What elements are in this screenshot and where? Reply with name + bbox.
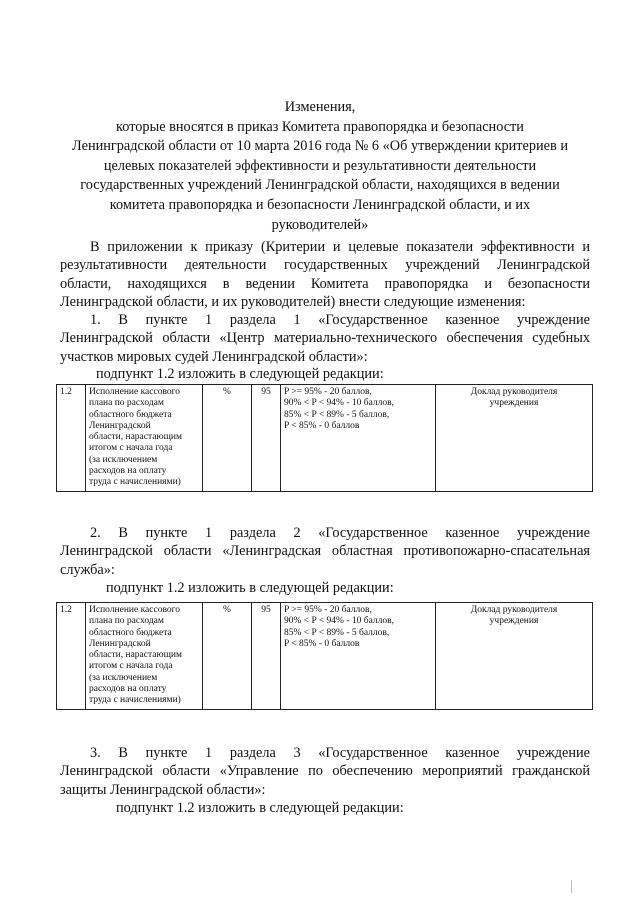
section-line: 3. В пункте 1 раздела 3 «Государственное казенное учреждение [90, 745, 590, 761]
section-line: Ленинградской области «Управление по обеспечению мероприятий гражданской [60, 763, 590, 780]
section-2-paragraph [60, 524, 590, 579]
section-line: Ленинградской области «Ленинградская областная противопожарно-спасательная [60, 543, 590, 560]
title-line: государственных учреждений Ленинградской области, находящихся в ведении [80, 177, 560, 194]
title-line: комитета правопорядка и безопасности Ленинградской области, и их [109, 196, 531, 213]
section-line: Ленинградской области «Центр материально-технического обеспечения судебных [60, 330, 590, 347]
scan-edge-mark [571, 880, 572, 893]
section-line: 1. В пункте 1 раздела 1 «Государственное казенное учреждение [90, 312, 590, 328]
section-3-paragraph [60, 744, 590, 799]
cell-source: Доклад руководителя учреждения [436, 603, 593, 710]
cell-scale: P >= 95% - 20 баллов, 90% < P < 94% - 10 баллов, 85% < P < 89% - 5 баллов, P < 85% - 0 баллов [281, 385, 436, 492]
cell-target: 95 [252, 385, 281, 492]
cell-unit: % [203, 603, 252, 710]
title-line: руководителей» [271, 216, 369, 233]
cell-target: 95 [252, 603, 281, 710]
criteria-table-1 [56, 384, 593, 492]
cell-number: 1.2 [57, 603, 86, 710]
intro-line: В приложении к приказу (Критерии и целевые показатели эффективности и [90, 239, 590, 255]
table-row [57, 603, 593, 710]
document-title [50, 98, 590, 235]
section-1-subpoint: подпункт 1.2 изложить в следующей редакции: [96, 366, 384, 382]
intro-line: области, находящихся в ведении Комитета правопорядка и безопасности [60, 275, 590, 292]
intro-line: результативности деятельности государственных учреждений Ленинградской [60, 257, 590, 274]
section-3-subpoint: подпункт 1.2 изложить в следующей редакции: [116, 800, 404, 816]
cell-source: Доклад руководителя учреждения [436, 385, 593, 492]
section-1-paragraph [60, 311, 590, 366]
cell-scale: P >= 95% - 20 баллов, 90% < P < 94% - 10 баллов, 85% < P < 89% - 5 баллов, P < 85% - 0 баллов [281, 603, 436, 710]
section-line: служба»: [60, 561, 115, 578]
table-row [57, 385, 593, 492]
section-line: защиты Ленинградской области»: [60, 781, 266, 798]
intro-line: Ленинградской области, и их руководителей) внести следующие изменения: [60, 293, 526, 310]
title-line: Ленинградской области от 10 марта 2016 года № 6 «Об утверждении критериев и [72, 138, 568, 155]
criteria-table-2 [56, 602, 593, 710]
cell-number: 1.2 [57, 385, 86, 492]
intro-paragraph [60, 238, 590, 311]
title-line: Изменения, [284, 99, 356, 115]
title-line: целевых показателей эффективности и результативности деятельности [103, 157, 537, 174]
section-2-subpoint: подпункт 1.2 изложить в следующей редакции: [106, 580, 394, 596]
cell-description: Исполнение кассового плана по расходам областного бюджета Ленинградской области, нарастающим итогом с начала года (за исключением расходов на оплату труда с начислениями) [86, 385, 203, 492]
title-line: которые вносятся в приказ Комитета правопорядка и безопасности [116, 118, 524, 135]
section-line: 2. В пункте 1 раздела 2 «Государственное казенное учреждение [90, 525, 590, 541]
cell-unit: % [203, 385, 252, 492]
cell-description: Исполнение кассового плана по расходам областного бюджета Ленинградской области, нарастающим итогом с начала года (за исключением расходов на оплату труда с начислениями) [86, 603, 203, 710]
section-line: участков мировых судей Ленинградской области»: [60, 348, 368, 365]
